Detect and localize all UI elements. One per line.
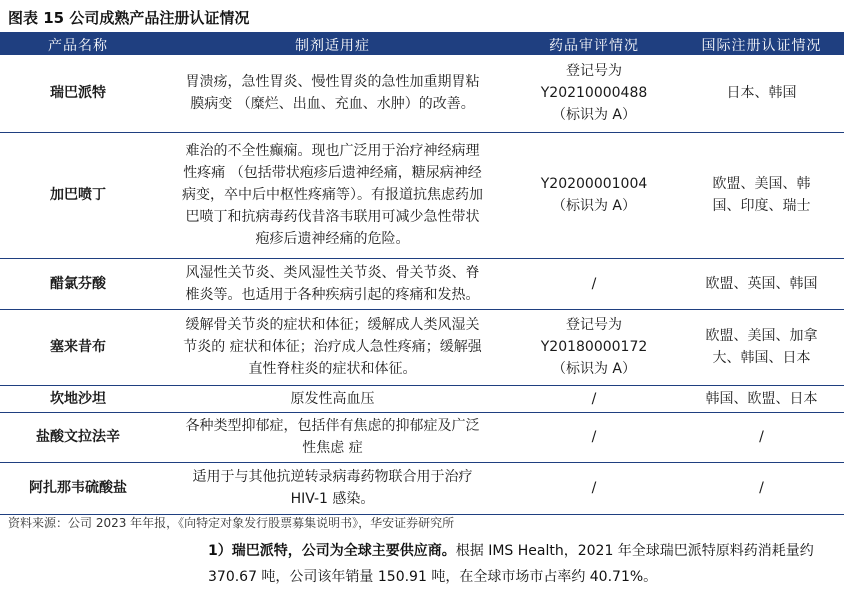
body-paragraph [208,538,844,590]
indication-text: 风湿性关节炎、类风湿性关节炎、骨关节炎、脊椎炎等。也适用于各种疾病引起的疼痛和发热。 [156,258,509,309]
intl-registration: / [679,462,844,514]
intl-registration: / [679,412,844,462]
header-indication: 制剂适用症 [156,34,509,55]
table-header-row [0,34,844,55]
product-name: 塞来昔布 [0,309,156,385]
review-status: / [509,462,679,514]
intl-registration: 日本、韩国 [679,55,844,132]
header-intl-registration: 国际注册认证情况 [679,34,844,55]
figure-title: 图表 15 公司成熟产品注册认证情况 [8,9,250,27]
table-row [0,412,844,462]
table-row [0,309,844,385]
intl-registration: 欧盟、美国、加拿大、韩国、日本 [679,309,844,385]
indication-text: 缓解骨关节炎的症状和体征；缓解成人类风湿关节炎的 症状和体征；治疗成人急性疼痛；缓解强直性脊柱炎的症状和体征。 [156,309,509,385]
table-row [0,258,844,309]
product-name: 阿扎那韦硫酸盐 [0,462,156,514]
indication-text: 难治的不全性癫痫。现也广泛用于治疗神经病理性疼痛 （包括带状疱疹后遗神经痛，糖尿病神经病变，卒中后中枢性疼痛等）。有报道抗焦虑药加巴喷丁和抗病毒药伐昔洛韦联用可减少急性带状疱疹后遗神经痛的危险。 [156,132,509,258]
source-note: 资料来源：公司 2023 年年报，《向特定对象发行股票募集说明书》，华安证券研究所 [8,516,455,530]
review-status: / [509,258,679,309]
table-row [0,462,844,514]
product-name: 瑞巴派特 [0,55,156,132]
product-name: 盐酸文拉法辛 [0,412,156,462]
indication-text: 胃溃疡，急性胃炎、慢性胃炎的急性加重期胃粘膜病变 （糜烂、出血、充血、水肿）的改善。 [156,55,509,132]
product-name: 加巴喷丁 [0,132,156,258]
product-registration-table [0,34,844,515]
review-status: Y20200001004（标识为 A） [509,132,679,258]
intl-registration: 欧盟、美国、韩国、印度、瑞士 [679,132,844,258]
product-name: 醋氯芬酸 [0,258,156,309]
table-row [0,385,844,412]
review-status: 登记号为Y20210000488（标识为 A） [509,55,679,132]
indication-text: 原发性高血压 [156,385,509,412]
product-name: 坎地沙坦 [0,385,156,412]
intl-registration: 欧盟、英国、韩国 [679,258,844,309]
header-product-name: 产品名称 [0,34,156,55]
intl-registration: 韩国、欧盟、日本 [679,385,844,412]
table-row [0,132,844,258]
review-status: 登记号为Y20180000172（标识为 A） [509,309,679,385]
indication-text: 各种类型抑郁症，包括伴有焦虑的抑郁症及广泛性焦虑 症 [156,412,509,462]
table-row [0,55,844,132]
indication-text: 适用于与其他抗逆转录病毒药物联合用于治疗HIV-1 感染。 [156,462,509,514]
paragraph-heading: 1）瑞巴派特，公司为全球主要供应商。 [208,543,456,559]
header-review: 药品审评情况 [509,34,679,55]
paragraph-text: 根据 IMS Health，2021 年全球瑞巴派特原料药消耗量约 370.67 吨，公司该年销量 150.91 吨，在全球市场市占率约 40.71%。 [208,543,814,585]
review-status: / [509,412,679,462]
review-status: / [509,385,679,412]
